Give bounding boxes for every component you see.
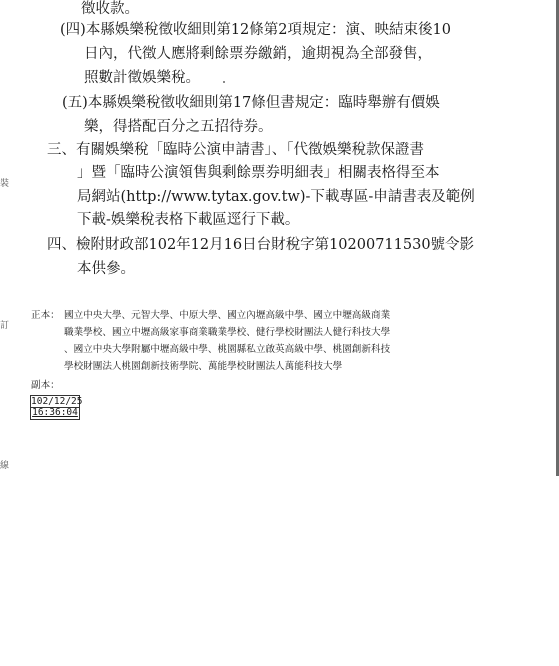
- binding-mark-ding: 訂: [0, 321, 10, 331]
- body-line: (五)本縣娛樂稅徵收細則第17條但書規定：臨時舉辦有價娛: [62, 95, 440, 111]
- body-line: (四)本縣娛樂稅徵收細則第12條第2項規定：演、映結束後10: [60, 22, 451, 38]
- body-line: 三、有關娛樂稅「臨時公演申請書」、「代徵娛樂稅款保證書: [47, 142, 424, 158]
- body-line: 四、檢附財政部102年12月16日台財稅字第10200711530號令影: [47, 237, 475, 253]
- recipient-line: 學校財團法人桃園創新技術學院、萬能學校財團法人萬能科技大學: [64, 361, 343, 372]
- recipients-label: 正本：: [31, 310, 60, 321]
- body-line: 本供參。: [77, 261, 135, 277]
- body-line: 樂，得搭配百分之五招待券。: [84, 119, 273, 135]
- body-line: 局網站(http://www.tytax.gov.tw)-下載專區-申請書表及範例: [77, 189, 475, 205]
- scan-speck: [223, 81, 225, 83]
- binding-mark-zhuang: 裝: [0, 179, 10, 189]
- body-line: 下載-娛樂稅表格下載區逕行下載。: [77, 212, 300, 228]
- date-stamp: [30, 395, 83, 420]
- body-line: 日內，代徵人應將剩餘票券繳銷，逾期視為全部發售，: [84, 46, 432, 62]
- recipient-line: 職業學校、國立中壢高級家事商業職業學校、健行學校財團法人健行科技大學: [64, 327, 391, 338]
- body-line: 」暨「臨時公演領售與剩餘票券明細表」相關表格得至本: [77, 165, 440, 181]
- recipient-line: 國立中央大學、元智大學、中原大學、國立內壢高級中學、國立中壢高級商業: [64, 310, 391, 321]
- body-line: 照數計徵娛樂稅。: [84, 70, 200, 86]
- body-line: 徵收款。: [81, 1, 139, 17]
- stamp-time: 16:36:04: [32, 407, 78, 418]
- binding-mark-xian: 線: [0, 461, 10, 471]
- recipient-line: 、國立中央大學附屬中壢高級中學、桃園縣私立啟英高級中學、桃園創新科技: [64, 344, 391, 355]
- copy-label: 副本：: [31, 380, 60, 391]
- stamp-date: 102/12/25: [31, 396, 83, 407]
